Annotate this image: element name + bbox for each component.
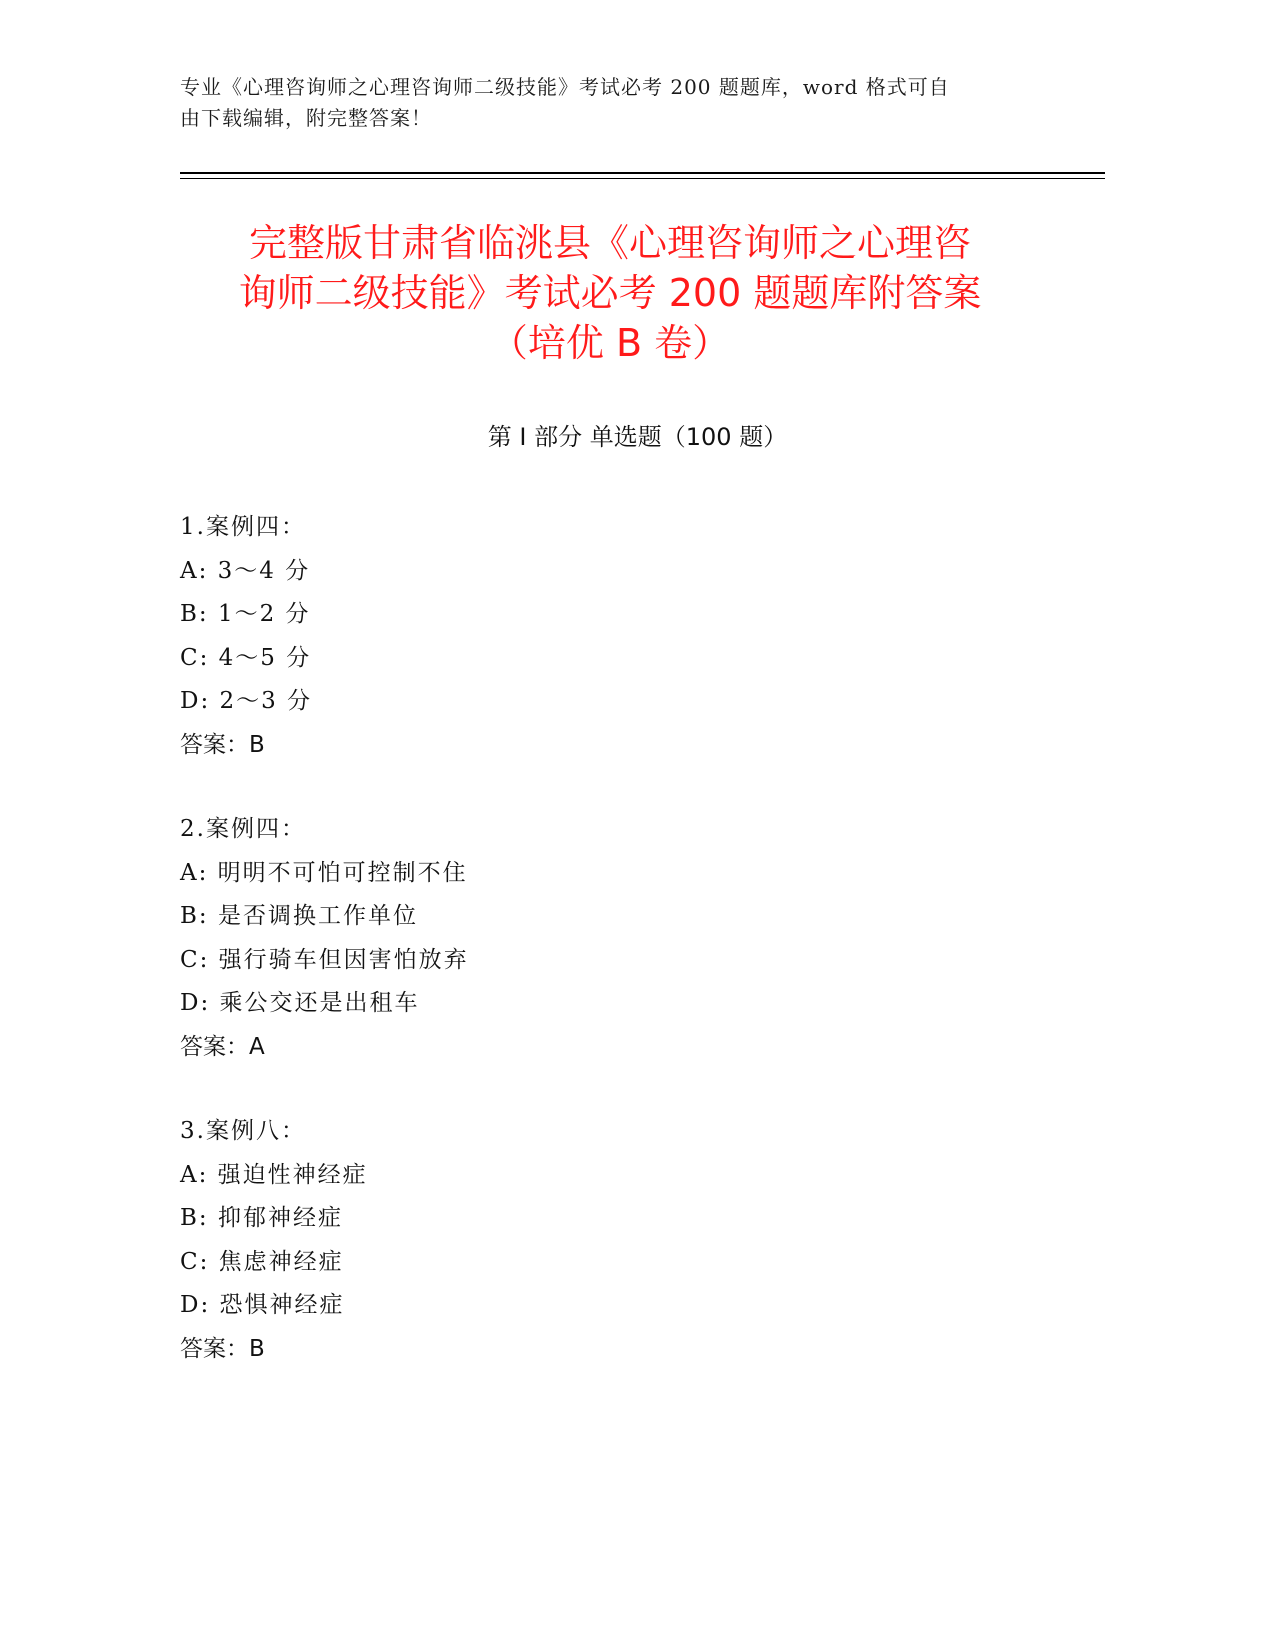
option-c: C: 强行骑车但因害怕放弃	[180, 946, 469, 973]
answer-line: 答案：B	[180, 731, 265, 758]
question-item	[180, 808, 1080, 1069]
header-divider	[180, 172, 1105, 174]
document-title-line: （培优 B 卷）	[489, 321, 731, 365]
header-note	[180, 72, 1040, 134]
option-a: A: 明明不可怕可控制不住	[180, 859, 468, 886]
question-stem: 1.案例四：	[180, 514, 306, 540]
option-d: D: 恐惧神经症	[180, 1292, 345, 1318]
question-item	[180, 506, 1080, 767]
option-b: B: 是否调换工作单位	[180, 903, 418, 929]
header-note-line: 由下载编辑，附完整答案！	[180, 106, 432, 130]
option-d: D: 2～3 分	[180, 688, 313, 714]
document-title-line: 完整版甘肃省临洮县《心理咨询师之心理咨	[248, 221, 971, 265]
question-item	[180, 1110, 1080, 1371]
option-c: C: 4～5 分	[180, 644, 312, 671]
option-a: A: 3～4 分	[180, 557, 311, 584]
question-stem: 3.案例八：	[180, 1118, 306, 1144]
option-b: B: 1～2 分	[180, 601, 311, 627]
section-heading: 第 I 部分 单选题（100 题）	[487, 423, 788, 451]
question-stem: 2.案例四：	[180, 816, 306, 842]
header-note-line: 专业《心理咨询师之心理咨询师二级技能》考试必考 200 题题库，word 格式可自	[180, 75, 950, 99]
document-title	[160, 218, 1060, 368]
header-divider-thin	[180, 178, 1105, 179]
answer-line: 答案：B	[180, 1335, 265, 1362]
option-c: C: 焦虑神经症	[180, 1248, 344, 1275]
document-title-line: 询师二级技能》考试必考 200 题题库附答案	[238, 271, 982, 315]
option-a: A: 强迫性神经症	[180, 1161, 368, 1188]
answer-line: 答案：A	[180, 1033, 265, 1060]
option-b: B: 抑郁神经症	[180, 1205, 343, 1231]
question-list	[180, 506, 1080, 1412]
option-d: D: 乘公交还是出租车	[180, 990, 420, 1016]
